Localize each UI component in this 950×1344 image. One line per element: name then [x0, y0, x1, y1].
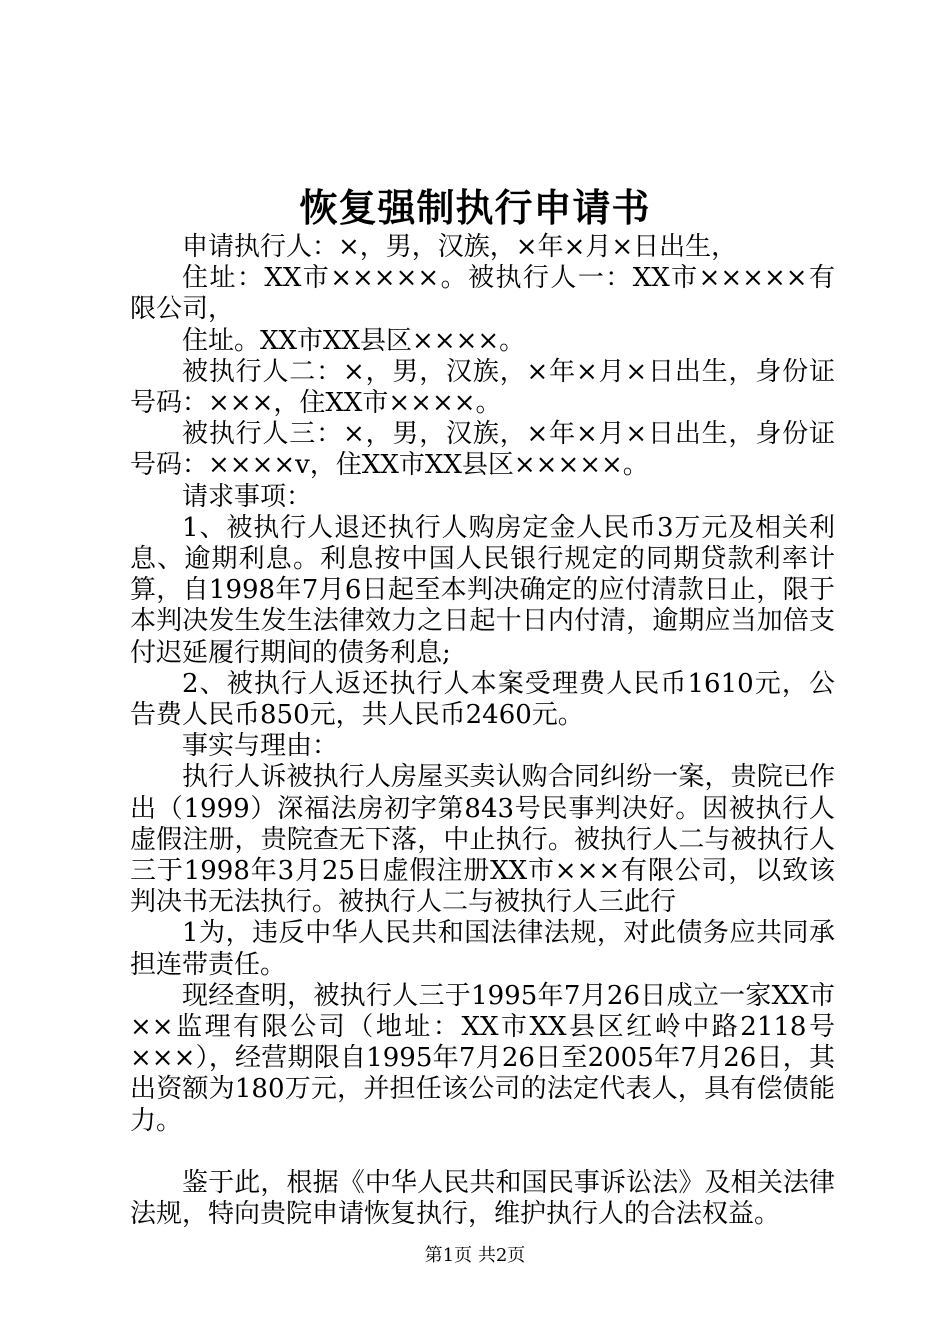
page-footer: 第1页 共2页: [424, 1245, 526, 1266]
respondent-two-paragraph: 被执行人二：×，男，汉族，×年×月×日出生，身份证号码：×××，住XX市××××。: [130, 356, 835, 419]
facts-heading: 事实与理由：: [182, 731, 339, 762]
document-title: 恢复强制执行申请书: [299, 185, 651, 230]
address-paragraph-2: 住址。XX市XX县区××××。: [182, 325, 526, 356]
applicant-paragraph: 申请执行人：×，男，汉族，×年×月×日出生，: [182, 232, 738, 262]
facts-paragraph-3: 现经查明，被执行人三于1995年7月26日成立一家XX市××监理有限公司（地址：XX市XX县区红岭中路2118号×××），经营期限自1995年7月26日至2005年7月26日，其出资额为180万元，并担任该公司的法定代表人，具有偿债能力。: [130, 980, 835, 1136]
claim-item-2: 2、被执行人返还执行人本案受理费人民币1610元，公告费人民币850元，共人民币2460元。: [130, 668, 835, 731]
claims-heading: 请求事项：: [182, 481, 313, 512]
facts-paragraph-1: 执行人诉被执行人房屋买卖认购合同纠纷一案，贵院已作出（1999）深福法房初字第843号民事判决好。因被执行人虚假注册，贵院查无下落，中止执行。被执行人二与被执行人三于1998年3月25日虚假注册XX市×××有限公司，以致该判决书无法执行。被执行人二与被执行人三此行: [130, 762, 835, 918]
facts-paragraph-2: 1为，违反中华人民共和国法律法规，对此债务应共同承担连带责任。: [130, 918, 835, 980]
address-paragraph: 住址：XX市×××××。被执行人一：XX市×××××有限公司，: [130, 263, 835, 325]
paragraph-spacer: [130, 1137, 835, 1168]
respondent-three-paragraph: 被执行人三：×，男，汉族，×年×月×日出生，身份证号码：××××v，住XX市XX县区×××××。: [130, 419, 835, 481]
conclusion-paragraph: 鉴于此，根据《中华人民共和国民事诉讼法》及相关法律法规，特向贵院申请恢复执行，维护执行人的合法权益。: [130, 1168, 835, 1230]
claim-item-1: 1、被执行人退还执行人购房定金人民币3万元及相关利息、逾期利息。利息按中国人民银行规定的同期贷款利率计算，自1998年7月6日起至本判决确定的应付清款日止，限于本判决发生发生法律效力之日起十日内付清，逾期应当加倍支付迟延履行期间的债务利息;: [130, 512, 835, 668]
document-body: [130, 232, 835, 1230]
